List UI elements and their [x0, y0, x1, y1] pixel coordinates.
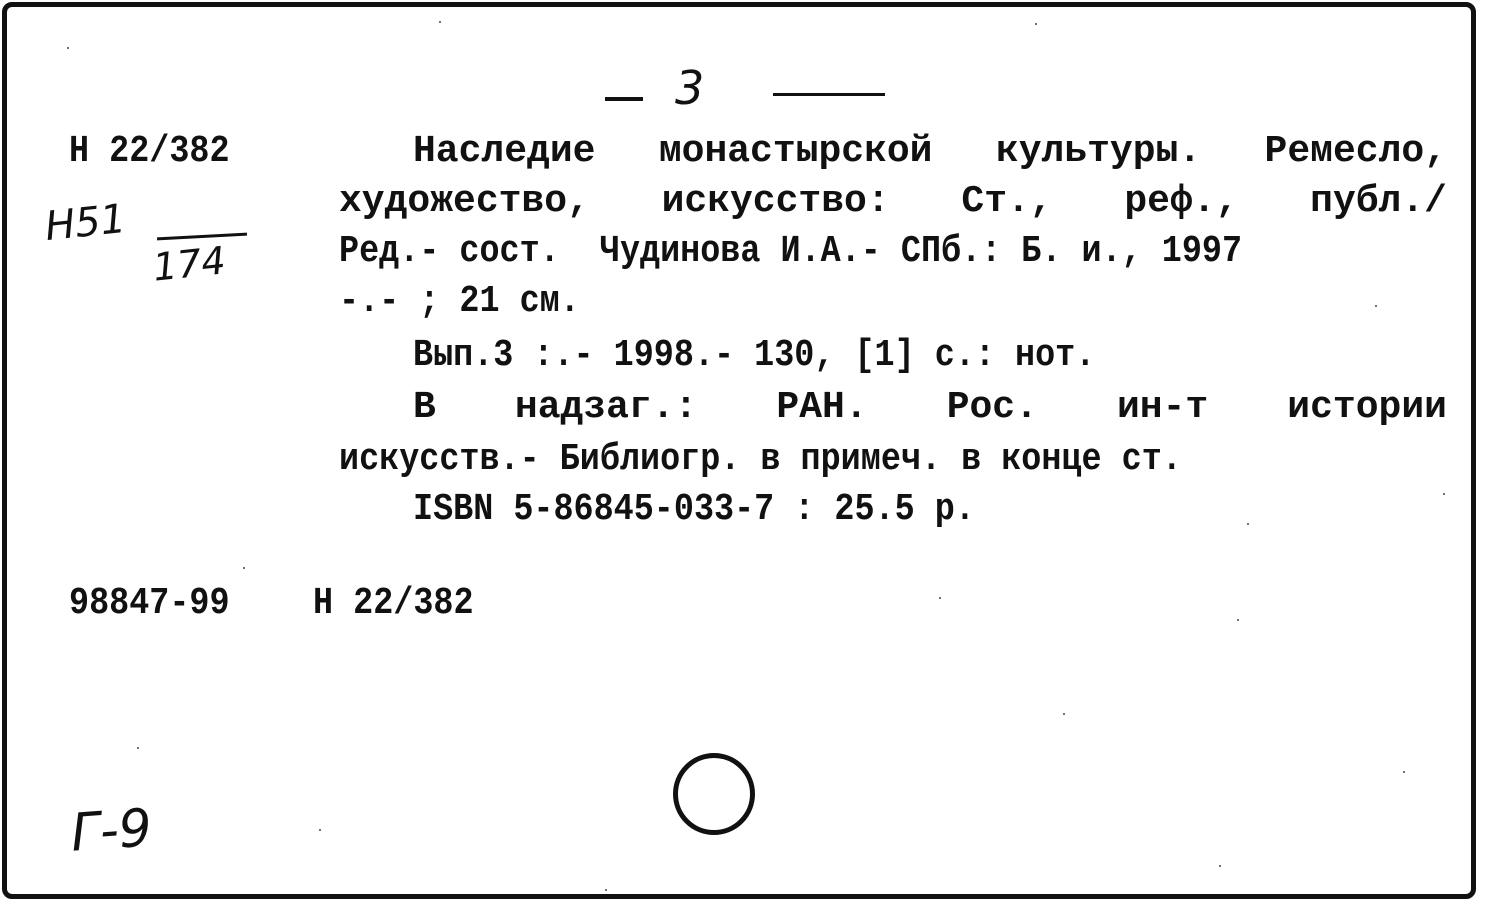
page-marker [597, 61, 897, 115]
accession-number: 98847-99 [69, 582, 230, 625]
scan-speck [67, 47, 69, 49]
page-marker-dash-right [773, 93, 885, 96]
title-line-2-word: художество, [339, 180, 590, 223]
title-line-1-word: Наследие [413, 130, 596, 173]
scan-speck [243, 567, 245, 569]
scan-speck [939, 597, 941, 599]
title-line-1 [413, 130, 1447, 173]
title-line-1-word: Ремесло, [1264, 130, 1447, 173]
title-line-3: Ред.- сост. Чудинова И.А.- СПб.: Б. и., 1997 [339, 230, 1243, 273]
issue-line: Вып.3 :.- 1998.- 130, [1] с.: нот. [413, 334, 1096, 377]
note-line-2: искусств.- Библиогр. в примеч. в конце ст. [339, 438, 1182, 481]
scan-speck [1219, 865, 1221, 867]
title-line-2-word: Ст., [961, 180, 1053, 223]
note-line-1-word: В [413, 386, 436, 429]
title-line-2-word: публ./ [1310, 180, 1447, 223]
title-line-2 [339, 180, 1447, 223]
shelf-mark-bottom: Н 22/382 [313, 582, 474, 625]
title-line-2-word: искусство: [661, 180, 890, 223]
isbn-line: ISBN 5-86845-033-7 : 25.5 р. [413, 488, 975, 531]
note-line-1-word: ин-т [1117, 386, 1209, 429]
note-line-1-word: РАН. [776, 386, 868, 429]
catalog-card [2, 2, 1476, 899]
handwritten-code [42, 195, 265, 305]
scan-speck [1403, 771, 1405, 773]
scan-speck [1247, 523, 1249, 525]
title-line-2-word: реф., [1124, 180, 1239, 223]
note-line-1-word: надзаг.: [514, 386, 698, 429]
scan-speck [1035, 23, 1037, 25]
title-line-1-word: монастырской [658, 130, 933, 173]
scan-speck [137, 747, 139, 749]
title-line-4: -.- ; 21 см. [339, 280, 580, 323]
note-line-1-word: Рос. [946, 386, 1038, 429]
scan-speck [319, 829, 321, 831]
title-line-1-word: культуры. [995, 130, 1202, 173]
handwritten-code-fraction-line [157, 233, 247, 241]
punch-hole [673, 753, 755, 835]
handwritten-code-top: Н51 [42, 195, 129, 251]
note-line-1 [413, 386, 1447, 429]
note-line-1-word: истории [1287, 386, 1447, 429]
scan-speck [1375, 305, 1377, 307]
page-number: 3 [675, 61, 705, 115]
scan-speck [1443, 493, 1445, 495]
handwritten-code-bottom: 174 [150, 238, 228, 290]
scan-speck [1237, 619, 1239, 621]
page-marker-dash-left [605, 97, 643, 101]
scan-speck [439, 21, 441, 23]
scan-speck [1063, 713, 1065, 715]
handwritten-bottom-mark: Г-9 [69, 798, 154, 864]
scan-speck [605, 889, 607, 891]
shelf-mark: Н 22/382 [69, 130, 230, 173]
